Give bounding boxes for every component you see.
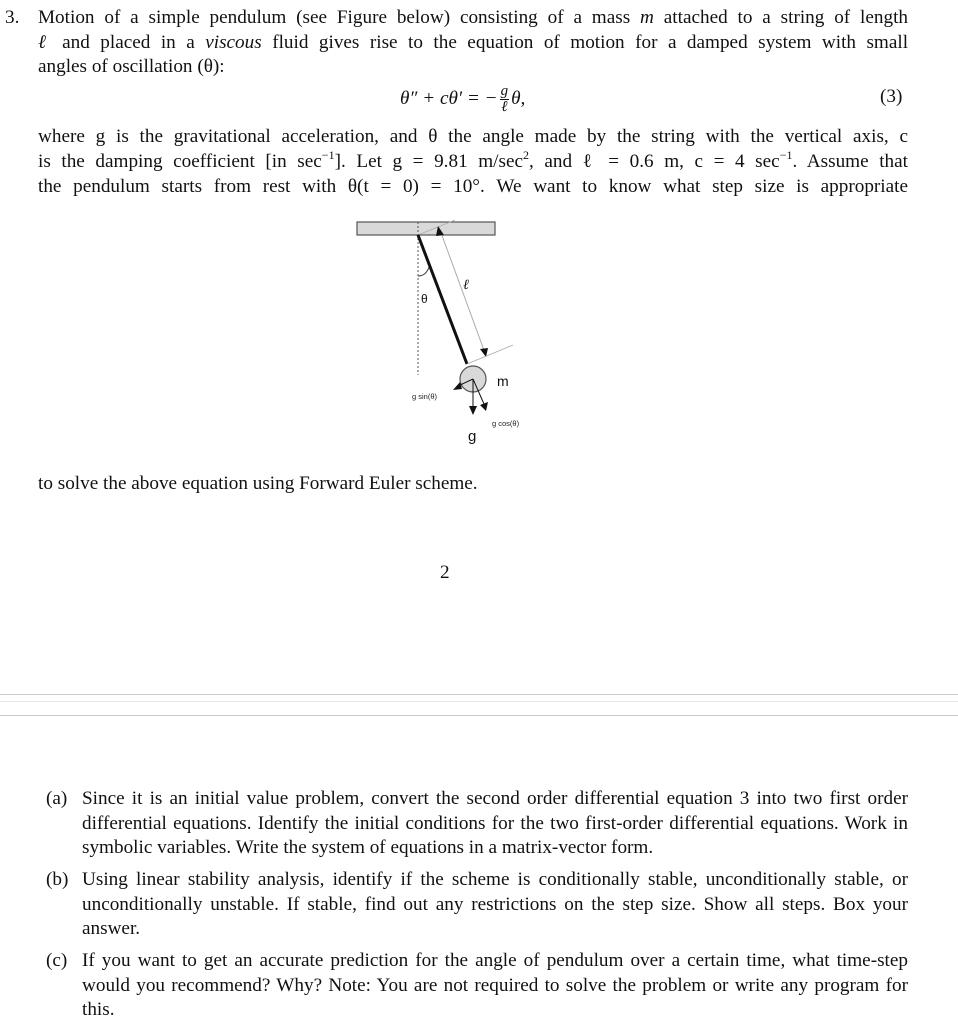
- intro-text-1b: attached to a string of length: [663, 7, 909, 28]
- part-a-label: (a): [46, 788, 68, 809]
- page-break-rule-2: [0, 701, 958, 702]
- page-break-rule-3: [0, 715, 958, 716]
- equation-3: [400, 84, 525, 115]
- equation-number: (3): [880, 86, 903, 107]
- part-a-text: Since it is an initial value problem, convert the second order differential equation 3 into two first order differential equations. Identify the initial conditions for the two first-order differential equations. Work in symbolic variables. Write the system of equations in a matrix-vector form.: [82, 788, 908, 858]
- part-b: [46, 868, 908, 942]
- closing-line: to solve the above equation using Forward Euler scheme.: [38, 473, 478, 494]
- after-eq-line-1: where g is the gravitational acceleration, and θ the angle made by the string with the vertical axis, c: [38, 126, 908, 147]
- fraction-numerator: g: [500, 83, 509, 99]
- intro-text-2b: fluid gives rise to the equation of motion for a damped system with small: [272, 32, 909, 53]
- label-m: m: [497, 373, 509, 389]
- intro-line-1: [38, 6, 908, 30]
- after-eq-line-3: the pendulum starts from rest with θ(t = 0) = 10°. We want to know what step size is appropriate: [38, 176, 908, 197]
- page-break-rule-1: [0, 694, 958, 695]
- gravity-arrow-head: [469, 406, 477, 415]
- emphasis-viscous: viscous: [205, 32, 262, 53]
- after-eq-text-2d: . Assume that: [792, 151, 908, 172]
- symbol-m: m: [640, 7, 654, 28]
- after-eq-line-2: [38, 147, 908, 174]
- after-eq-text-2c: , and ℓ = 0.6 m, c = 4 sec: [529, 151, 780, 172]
- after-eq-text-2a: is the damping coefficient [in sec: [38, 151, 322, 172]
- part-b-text: Using linear stability analysis, identify if the scheme is conditionally stable, unconditionally stable, or unconditionally unstable. If stable, find out any restrictions on the step size. Show all steps. Box your answer.: [82, 869, 908, 939]
- intro-line-2: [38, 31, 908, 55]
- intro-text-2a: and placed in a: [62, 32, 195, 53]
- label-g-sin: g sin(θ): [412, 392, 438, 401]
- part-c: [46, 949, 908, 1023]
- problem-number: 3.: [5, 7, 20, 28]
- label-g-cos: g cos(θ): [492, 419, 520, 428]
- superscript-neg1-b: −1: [779, 147, 793, 162]
- fraction-g-over-ell: [500, 84, 510, 115]
- intro-line-3: angles of oscillation (θ):: [38, 56, 225, 77]
- page-number: 2: [440, 562, 450, 583]
- label-theta: θ: [421, 292, 428, 306]
- part-b-label: (b): [46, 869, 69, 890]
- angle-arc: [418, 267, 429, 276]
- after-eq-text-2b: ]. Let g = 9.81 m/sec: [334, 151, 523, 172]
- ceiling-support: [357, 222, 495, 235]
- equation-lhs: θ″ + cθ′ = −: [400, 87, 498, 109]
- pendulum-figure: [340, 210, 540, 460]
- fraction-denominator: ℓ: [501, 99, 508, 115]
- part-c-label: (c): [46, 950, 68, 971]
- symbol-ell: ℓ: [38, 32, 52, 53]
- label-g: g: [468, 428, 477, 445]
- intro-text-1a: Motion of a simple pendulum (see Figure below) consisting of a mass: [38, 7, 631, 28]
- equation-rhs: θ,: [511, 87, 526, 109]
- label-ell: ℓ: [463, 278, 469, 293]
- part-a: [46, 787, 908, 861]
- part-c-text: If you want to get an accurate prediction for the angle of pendulum over a certain time, what time-step would you recommend? Why? Note: You are not required to solve the problem or write any program for this.: [82, 950, 908, 1020]
- pendulum-diagram-svg: [340, 210, 540, 460]
- superscript-neg1: −1: [321, 147, 335, 162]
- superscript-2: 2: [523, 147, 529, 162]
